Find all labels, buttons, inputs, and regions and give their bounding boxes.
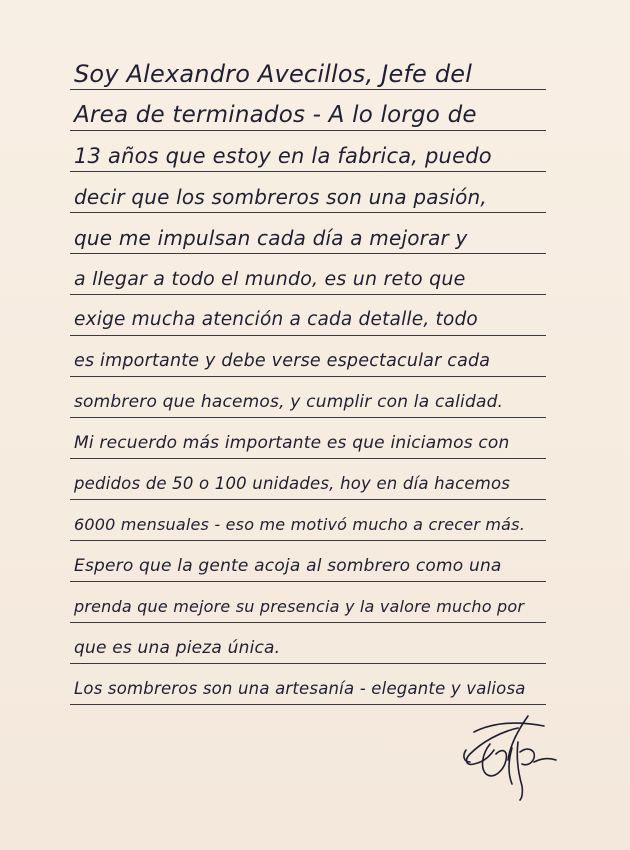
letter-line-16-text: Los sombreros son una artesanía - elegante y valiosa	[74, 679, 526, 698]
letter-line-6-text: a llegar a todo el mundo, es un reto que	[74, 268, 466, 290]
letter-line-10	[70, 419, 546, 459]
letter-line-9	[70, 378, 546, 418]
letter-line-11	[70, 460, 546, 500]
letter-line-8	[70, 337, 546, 377]
letter-line-13-text: Espero que la gente acoja al sombrero como una	[74, 556, 502, 576]
letter-line-5-text: que me impulsan cada día a mejorar y	[74, 226, 468, 250]
letter-line-15-text: que es una pieza única.	[74, 638, 281, 658]
letter-line-2-text: Area de terminados - A lo lorgo de	[74, 102, 477, 128]
letter-line-7	[70, 296, 546, 336]
letter-line-7-text: exige mucha atención a cada detalle, todo	[74, 309, 478, 330]
letter-line-1-text: Soy Alexandro Avecillos, Jefe del	[74, 60, 473, 88]
letter-line-3	[70, 132, 546, 172]
letter-line-3-text: 13 años que estoy en la fabrica, puedo	[74, 144, 492, 168]
letter-line-16	[70, 665, 546, 705]
letter-line-12	[70, 501, 546, 541]
letter-line-13	[70, 542, 546, 582]
letter-line-15	[70, 624, 546, 664]
letter-line-14-text: prenda que mejore su presencia y la valore mucho por	[74, 597, 525, 616]
letter-line-11-text: pedidos de 50 o 100 unidades, hoy en día hacemos	[74, 474, 511, 493]
handwritten-signature	[456, 712, 566, 802]
letter-line-14	[70, 583, 546, 623]
letter-line-10-text: Mi recuerdo más importante es que iniciamos con	[74, 433, 510, 453]
letter-line-8-text: es importante y debe verse espectacular cada	[74, 351, 491, 371]
letter-line-9-text: sombrero que hacemos, y cumplir con la calidad.	[74, 392, 504, 412]
letter-line-6	[70, 255, 546, 295]
letter-line-12-text: 6000 mensuales - eso me motivó mucho a crecer más.	[74, 515, 525, 534]
letter-line-5	[70, 214, 546, 254]
letter-line-4	[70, 173, 546, 213]
letter-line-4-text: decir que los sombreros son una pasión,	[74, 185, 487, 209]
letter-line-2	[70, 91, 546, 131]
letter-line-1	[70, 50, 546, 90]
